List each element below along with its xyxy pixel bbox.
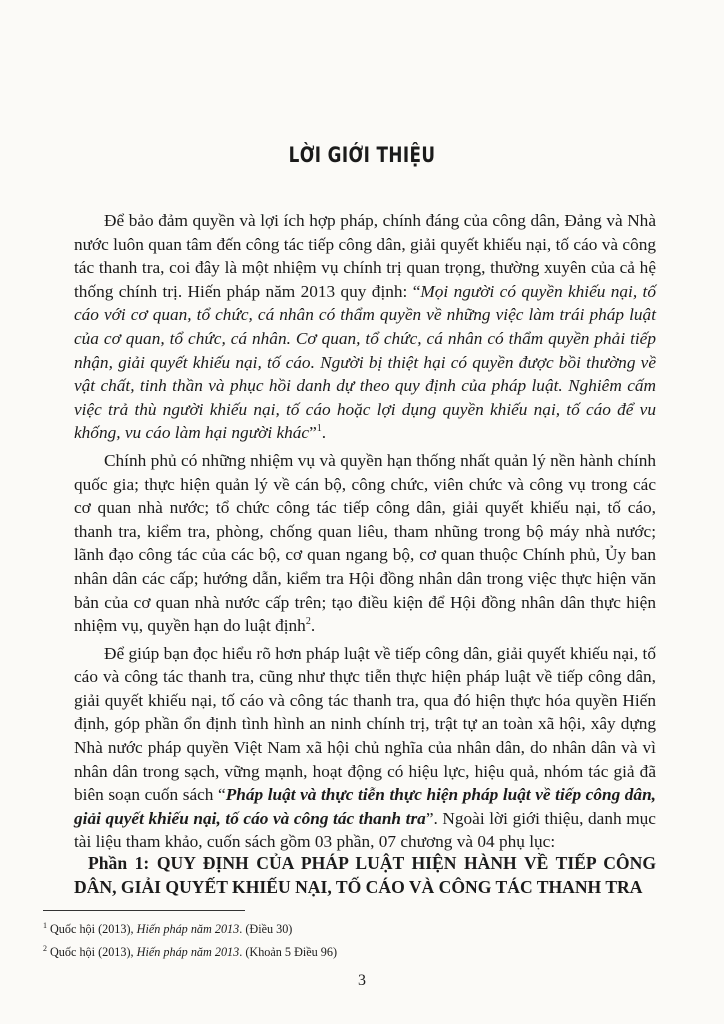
paragraph-2-end: .: [310, 616, 316, 636]
footnote-source: Quốc hội (2013),: [50, 922, 137, 937]
footnote-title: Hiến pháp năm 2013: [136, 945, 240, 960]
body-text: [74, 209, 656, 854]
footnote-2: [43, 939, 643, 962]
footnote-ref-2: 2: [305, 616, 311, 628]
paragraph-2: [74, 449, 656, 638]
quote-close: ”: [309, 423, 317, 443]
footnote-source: Quốc hội (2013),: [50, 945, 137, 960]
paragraph-3-outro: ”. Ngoài lời giới thiệu, danh mục tài liệu tham khảo, cuốn sách gồm 03 phần, 07 chương và 04 phụ lục:: [74, 808, 656, 852]
footnote-number: 1: [43, 921, 47, 930]
page-title: LỜI GIỚI THIỆU: [288, 143, 436, 167]
book-title: Pháp luật và thực tiễn thực hiện pháp luật về tiếp công dân, giải quyết khiếu nại, tố cáo và công tác thanh tra: [74, 785, 656, 828]
paragraph-1-intro: Để bảo đảm quyền và lợi ích hợp pháp, chính đáng của công dân, Đảng và Nhà nước luôn quan tâm đến công tác tiếp công dân, giải quyết khiếu nại, tố cáo và công tác thanh tra, coi đây là một nhiệm vụ chính trị quan trọng, thường xuyên của cả hệ thống chính trị. Hiến pháp năm 2013 quy định: “: [74, 211, 656, 301]
page-number: 3: [358, 972, 366, 989]
paragraph-3: [74, 642, 656, 854]
paragraph-3-text: Để giúp bạn đọc hiểu rõ hơn pháp luật về tiếp công dân, giải quyết khiếu nại, tố cáo và công tác thanh tra, cũng như thực tiễn thực hiện pháp luật về tiếp công dân, giải quyết khiếu nại, tố cáo và công tác thanh tra, qua đó hiện thực hóa quyền Hiến định, góp phần ổn định tình hình an ninh chính trị, trật tự an toàn xã hội, xây dựng Nhà nước pháp quyền Việt Nam xã hội chủ nghĩa của nhân dân, do nhân dân và vì nhân dân trong sạch, vững mạnh, hoạt động có hiệu lực, hiệu quả, nhóm tác giả đã biên soạn cuốn sách “: [74, 643, 656, 805]
section-heading: Phần 1: QUY ĐỊNH CỦA PHÁP LUẬT HIỆN HÀNH VỀ TIẾP CÔNG DÂN, GIẢI QUYẾT KHIẾU NẠI, TỐ CÁO VÀ CÔNG TÁC THANH TRA: [74, 853, 656, 897]
footnote-detail: . (Khoản 5 Điều 96): [239, 945, 338, 960]
footnote-number: 2: [43, 944, 47, 954]
footnote-detail: . (Điều 30): [239, 922, 293, 937]
constitution-quote: Mọi người có quyền khiếu nại, tố cáo với cơ quan, tổ chức, cá nhân có thẩm quyền về những việc làm trái pháp luật của cơ quan, tổ chức, cá nhân. Cơ quan, tổ chức, cá nhân có thẩm quyền phải tiếp nhận, giải quyết khiếu nại, tố cáo. Người bị thiệt hại có quyền được bồi thường về vật chất, tinh thần và phục hồi danh dự theo quy định của pháp luật. Nghiêm cấm việc trả thù người khiếu nại, tố cáo hoặc lợi dụng quyền khiếu nại, tố cáo để vu khống, vu cáo làm hại người khác: [74, 281, 656, 443]
paragraph-2-text: Chính phủ có những nhiệm vụ và quyền hạn thống nhất quản lý nền hành chính quốc gia; thực hiện quản lý về cán bộ, công chức, viên chức và công vụ trong các cơ quan nhà nước; tổ chức công tác tiếp công dân, giải quyết khiếu nại, tố cáo, thanh tra, kiểm tra, phòng, chống quan liêu, tham nhũng trong bộ máy nhà nước; lãnh đạo công tác của các bộ, cơ quan ngang bộ, cơ quan thuộc Chính phủ, Ủy ban nhân dân các cấp; hướng dẫn, kiểm tra Hội đồng nhân dân trong việc thực hiện văn bản của cơ quan nhà nước cấp trên; tạo điều kiện để Hội đồng nhân dân thực hiện nhiệm vụ, quyền hạn do luật định: [74, 450, 656, 636]
footnote-1: [43, 916, 643, 939]
footnote-divider: [43, 910, 245, 911]
footnotes: [43, 916, 643, 962]
footnote-title: Hiến pháp năm 2013: [136, 922, 240, 937]
footnote-ref-1: 1: [316, 423, 322, 435]
paragraph-1: Để bảo đảm quyền và lợi ích hợp pháp, chính đáng của công dân, Đảng và Nhà nước luôn quan tâm đến công tác tiếp công dân, giải quyết khiếu nại, tố cáo và công tác thanh tra, coi đây là một nhiệm vụ chính trị quan trọng, thường xuyên của cả hệ thống chính trị. Hiến pháp năm 2013 quy định: “Mọi người có quyền khiếu nại, tố cáo với cơ quan, tổ chức, cá nhân có thẩm quyền về những việc làm trái pháp luật của cơ quan, tổ chức, cá nhân. Cơ quan, tổ chức, cá nhân có thẩm quyền phải tiếp nhận, giải quyết khiếu nại, tố cáo. Người bị thiệt hại có quyền được bồi thường về vật chất, tinh thần và phục hồi danh dự theo quy định của pháp luật. Nghiêm cấm việc trả thù người khiếu nại, tố cáo hoặc lợi dụng quyền khiếu nại, tố cáo để vu khống, vu cáo làm hại người khác”$^1$.: [74, 211, 656, 443]
